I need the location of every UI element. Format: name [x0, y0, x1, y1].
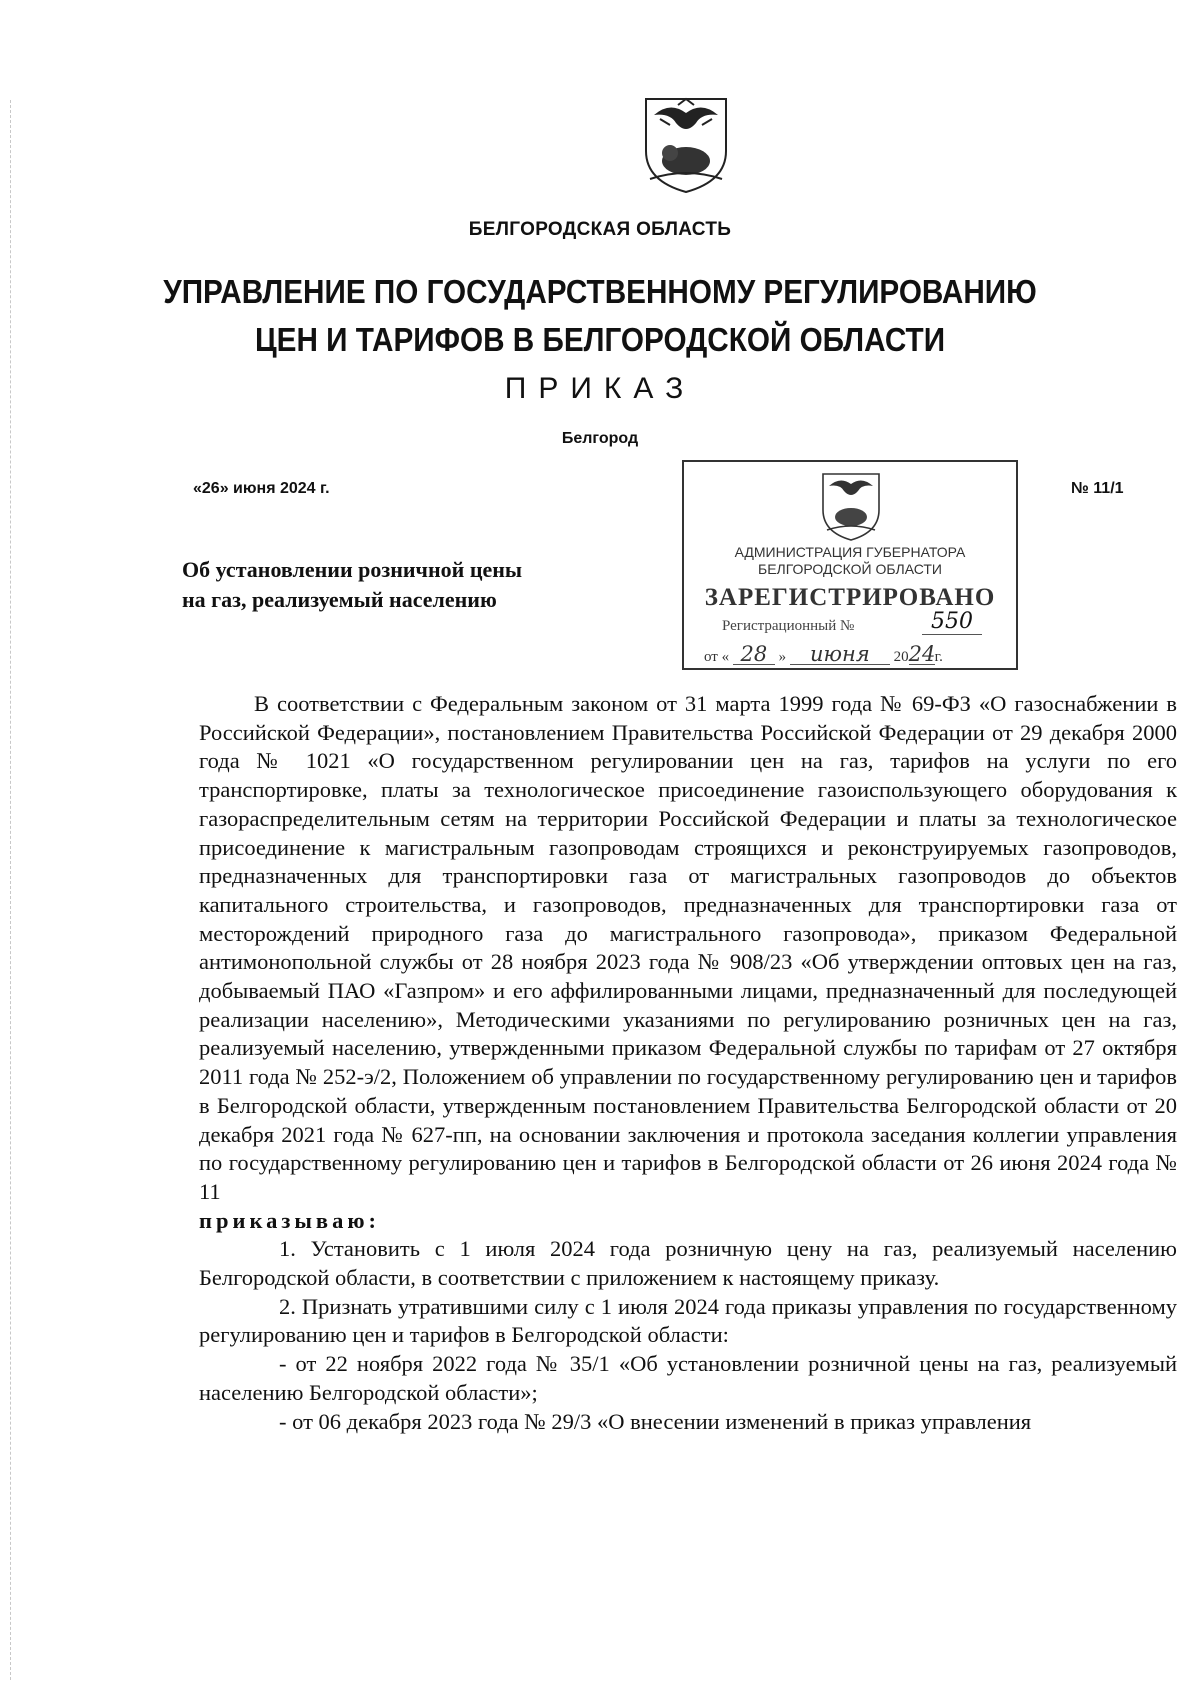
stamp-date-prefix: от «: [704, 649, 730, 665]
order-subject-line1: Об установлении розничной цены: [182, 557, 523, 582]
stamp-date-day: 28: [733, 644, 775, 665]
stamp-date: [704, 644, 943, 666]
authority-title: [60, 268, 1140, 364]
scan-edge-line: [10, 100, 12, 1680]
order-subject-line2: на газ, реализуемый населению: [182, 587, 497, 612]
order-number: № 11/1: [1071, 480, 1124, 497]
order-subject: [182, 555, 622, 615]
stamp-date-mid: »: [778, 649, 787, 665]
item-2: 2. Признать утратившими силу с 1 июля 2024 года приказы управления по государственному регулированию цен и тарифов в Белгородской области:: [199, 1293, 1177, 1348]
item-2-a: - от 22 ноября 2022 года № 35/1 «Об установлении розничной цены на газ, реализуемый населению Белгородской области»;: [199, 1351, 1177, 1405]
stamp-date-year: 24: [908, 642, 936, 666]
stamp-reg-number-value: 550: [922, 610, 982, 635]
stamp-organization: [684, 544, 1016, 578]
city: Белгород: [561, 430, 639, 447]
stamp-date-year-prefix: 20: [893, 649, 909, 665]
item-1: 1. Установить с 1 июля 2024 года розничную цену на газ, реализуемый населению Белгородской области, в соответствии с приложением к настоящему приказу.: [199, 1236, 1177, 1291]
authority-title-line1: УПРАВЛЕНИЕ ПО ГОСУДАРСТВЕННОМУ РЕГУЛИРОВАНИЮ: [163, 273, 1037, 310]
stamp-date-month: июня: [790, 644, 890, 665]
registration-stamp: [682, 460, 1018, 670]
document-type: ПРИКАЗ: [504, 372, 696, 405]
stamp-organization-line2: БЕЛГОРОДСКОЙ ОБЛАСТИ: [758, 561, 942, 577]
order-date: «26» июня 2024 г.: [193, 480, 330, 497]
coat-of-arms-icon: [640, 93, 732, 195]
stamp-organization-line1: АДМИНИСТРАЦИЯ ГУБЕРНАТОРА: [734, 544, 966, 560]
stamp-registered-label: ЗАРЕГИСТРИРОВАНО: [704, 584, 996, 611]
order-word: приказываю:: [199, 1207, 381, 1233]
item-2-b: - от 06 декабря 2023 года № 29/3 «О внесении изменений в приказ управления: [279, 1408, 1032, 1434]
stamp-reg-number-label: Регистрационный №: [722, 618, 855, 634]
stamp-coat-of-arms-icon: [819, 470, 883, 542]
region-title: БЕЛГОРОДСКАЯ ОБЛАСТЬ: [468, 219, 732, 240]
stamp-date-year-end: г.: [934, 649, 943, 665]
order-body: [199, 690, 1177, 1436]
preamble-paragraph: В соответствии с Федеральным законом от 31 марта 1999 года № 69-ФЗ «О газоснабжении в Российской Федерации», постановлением Правительства Российской Федерации от 29 декабря 2000 года № 1021 «О государственном регулировании цен на газ, тарифов на услуги по его транспортировке, платы за технологическое присоединение газоиспользующего оборудования к газораспределительным сетям на территории Российской Федерации и платы за технологическое присоединение к магистральным газопроводам строящихся и реконструируемых газопроводов, предназначенных для транспортировки газа от магистральных газопроводов до объектов капитального строительства, и газопроводов, предназначенных для транспортировки газа от месторождений природного газа до магистрального газопровода», приказом Федеральной антимонопольной службы от 28 ноября 2023 года № 908/23 «Об утверждении оптовых цен на газ, добываемый ПАО «Газпром» и его аффилированными лицами, предназначенный для последующей реализации населению», Методическими указаниями по регулированию розничных цен на газ, реализуемый населению, утвержденными приказом Федеральной службы по тарифам от 27 октября 2011 года № 252-э/2, Положением об управлении по государственному регулированию цен и тарифов в Белгородской области, утвержденным постановлением Правительства Белгородской области от 20 декабря 2021 года № 627-пп, на основании заключения и протокола заседания коллегии управления по государственному регулированию цен и тарифов в Белгородской области от 26 июня 2024 года № 11: [199, 691, 1177, 1204]
authority-title-line2: ЦЕН И ТАРИФОВ В БЕЛГОРОДСКОЙ ОБЛАСТИ: [254, 321, 946, 358]
